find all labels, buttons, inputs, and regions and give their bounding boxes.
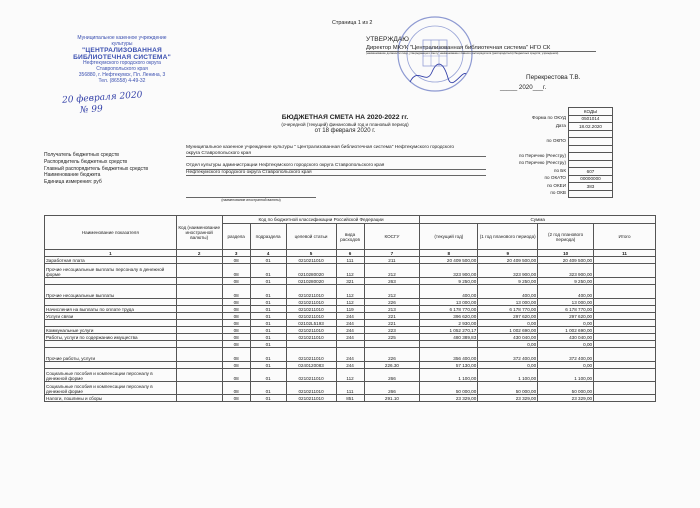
organization-stamp [52,36,192,84]
column-number: 8 [420,250,478,257]
table-row [45,341,656,348]
cell-y2: 297 620,00 [478,313,538,320]
cell-y2: 430 040,00 [478,334,538,341]
cell-razdel: 08 [222,341,250,348]
approval-position-caption: (наименование должности лица, утверждающего смету; наименование главного распорядителя (распорядителя) бюджетных средств; учреждения) [366,51,559,55]
cell-vr: 244 [336,313,364,320]
cell-y1: 400,00 [420,285,478,299]
cell-total [594,278,656,285]
cell-y2: 0,00 [478,341,538,348]
cell-kosgu: 221 [364,313,420,320]
cell-y2: 0,00 [478,362,538,369]
cell-name: Прочие работы, услуги [45,348,177,362]
code-label [486,129,566,137]
cell-podr: 01 [250,313,286,320]
code-value: 18.02.2020 [569,123,613,131]
cell-cs: 0210211010 [286,327,336,334]
cell-currency [176,320,222,327]
cell-vr: 244 [336,320,364,327]
cell-total [594,369,656,382]
column-number: 10 [538,250,594,257]
stamp-line: культуры [111,40,133,47]
cell-y2: 0,00 [478,320,538,327]
cell-vr: 851 [336,395,364,402]
stamp-line: Муниципальное казенное учреждение [77,35,167,41]
cell-razdel: 08 [222,334,250,341]
approval-position: Директор МКУК "Централизованная библиотечная система" НГО СК [366,45,596,52]
cell-name [45,278,177,285]
cell-name [45,320,177,327]
cell-y2: 1 100,00 [478,369,538,382]
currency-caption: (наименование иностранной валюты) [186,197,316,202]
code-value [569,138,613,146]
cell-y3: 0,00 [538,341,594,348]
col-year3-header: (2 год планового периода) [538,224,594,250]
code-label: Форма по ОКУД [531,115,566,120]
table-body [45,257,656,402]
stamp-org-name: "ЦЕНТРАЛИЗОВАННАЯ [82,47,162,55]
table-row [45,382,656,395]
code-value [569,190,613,198]
cell-podr: 01 [250,299,286,306]
cell-cs: 0210211010 [286,369,336,382]
cell-vr: 112 [336,299,364,306]
cell-y1: 57 130,00 [420,362,478,369]
cell-kosgu: 266 [364,369,420,382]
codes-table [568,107,613,198]
cell-currency [176,395,222,402]
cell-razdel: 08 [222,382,250,395]
cell-cs [286,341,336,348]
cell-y3: 430 040,00 [538,334,594,341]
cell-y2: 13 000,00 [478,299,538,306]
approval-date: _____ 2020___г. [500,84,547,91]
cell-y3: 6 178 770,00 [538,306,594,313]
cell-y1: 20 409 500,00 [420,257,478,264]
code-label: по ОКАТО [544,175,566,180]
cell-currency [176,285,222,299]
cell-razdel: 08 [222,362,250,369]
cell-y3: 400,00 [538,285,594,299]
codes-labels [486,114,566,197]
cell-name: Налоги, пошлины и сборы [45,395,177,402]
cell-y1: 13 000,00 [420,299,478,306]
cell-razdel: 08 [222,285,250,299]
cell-cs: 0210211010 [286,334,336,341]
cell-podr: 01 [250,285,286,299]
cell-total [594,320,656,327]
cell-vr [336,341,364,348]
cell-podr: 01 [250,306,286,313]
cell-vr: 112 [336,285,364,299]
cell-currency [176,264,222,278]
cell-currency [176,313,222,320]
cell-podr: 01 [250,320,286,327]
cell-vr: 111 [336,382,364,395]
info-values [186,145,486,176]
cell-name [45,362,177,369]
info-labels [44,152,148,186]
code-label: по ОКЕИ [547,182,566,188]
cell-currency [176,369,222,382]
cell-y3: 297 620,00 [538,313,594,320]
cell-vr: 244 [336,334,364,341]
col-cs-header: целевой статьи [286,224,336,250]
sum-group-header: Сумма [420,216,656,224]
code-value: 607 [569,168,613,176]
cell-vr: 244 [336,327,364,334]
code-label [486,144,566,152]
cell-vr: 321 [336,278,364,285]
document-title-block [240,114,450,134]
cell-kosgu: 221 [364,320,420,327]
cell-podr: 01 [250,382,286,395]
table-row [45,306,656,313]
code-value: 0501014 [569,115,613,123]
cell-total [594,313,656,320]
cell-y3: 50 000,00 [538,382,594,395]
column-number: 9 [478,250,538,257]
cell-y1: 9 250,00 [420,278,478,285]
cell-kosgu: 266 [364,382,420,395]
code-value [569,153,613,161]
cell-y3: 20 409 500,00 [538,257,594,264]
cell-name: Социальные пособия и компенсации персоналу в денежной форме [45,382,177,395]
budget-table [44,215,656,402]
cell-cs: 0210211010 [286,285,336,299]
cell-razdel: 08 [222,395,250,402]
code-label: по ОКПО [546,137,566,143]
col-vr-header: вида расходов [336,224,364,250]
cell-vr: 244 [336,362,364,369]
col-razdel-header: раздела [222,224,250,250]
cell-y2: 23 329,00 [478,395,538,402]
table-row [45,334,656,341]
recipient-name: округа Ставропольского края [186,151,486,158]
main-manager: Отдел культуры администрации Нефтекумского городского округа Ставропольского края [186,163,486,170]
signature-icon [408,62,468,88]
cell-razdel: 08 [222,306,250,313]
cell-y1 [420,341,478,348]
table-row [45,299,656,306]
cell-podr: 01 [250,395,286,402]
cell-kosgu: 291.10 [364,395,420,402]
cell-kosgu: 226 [364,299,420,306]
cell-razdel: 08 [222,264,250,278]
cell-y1: 50 000,00 [420,382,478,395]
cell-y2: 20 409 500,00 [478,257,538,264]
cell-name [45,299,177,306]
page-number: Страница 1 из 2 [332,20,373,26]
cell-currency [176,306,222,313]
cell-vr: 112 [336,264,364,278]
cell-razdel: 08 [222,327,250,334]
cell-y3: 372 400,00 [538,348,594,362]
cell-razdel: 08 [222,320,250,327]
budget-name: Нефтекумского городского округа Ставропольского края [186,170,486,177]
cell-kosgu: 226 [364,348,420,362]
cell-name: Заработная плата [45,257,177,264]
column-number: 11 [594,250,656,257]
code-value [569,160,613,168]
cell-kosgu: 263 [364,278,420,285]
handwritten-number: № 99 [79,104,104,116]
cell-y2: 1 002 690,00 [478,327,538,334]
code-label: по БК [553,167,566,173]
table-row [45,320,656,327]
cell-total [594,285,656,299]
cell-currency [176,382,222,395]
cell-name: Услуги связи [45,313,177,320]
cell-y1: 323 900,00 [420,264,478,278]
bk-group-header: Код по бюджетной классификации Российской Федерации [222,216,420,224]
cell-podr: 01 [250,334,286,341]
cell-name [45,341,177,348]
cell-y2: 323 900,00 [478,264,538,278]
table-row [45,395,656,402]
cell-name: Социальные пособия и компенсации персоналу в денежной форме [45,369,177,382]
cell-name: Работы, услуги по содержанию имущества [45,334,177,341]
code-label: Дата [555,122,566,128]
cell-y1: 1 052 270,17 [420,327,478,334]
cell-total [594,257,656,264]
cell-kosgu: 223 [364,327,420,334]
col-total-header: Итого [594,224,656,250]
cell-y1: 396 620,00 [420,313,478,320]
cell-razdel: 08 [222,348,250,362]
info-label: Главный распорядитель бюджетных средств [44,165,149,172]
cell-vr: 244 [336,348,364,362]
cell-vr: 112 [336,369,364,382]
cell-cs: 0210280020 [286,278,336,285]
cell-y3: 1 100,00 [538,369,594,382]
cell-podr: 01 [250,257,286,264]
cell-kosgu: 226.30 [364,362,420,369]
column-number: 2 [176,250,222,257]
cell-cs: 0210211010 [286,299,336,306]
stamp-line: Тел. (86558) 4-49-32 [98,77,146,84]
col-podrazdel-header: подраздела [250,224,286,250]
cell-kosgu: 225 [364,334,420,341]
stamp-line: 356880, г. Нефтекумск, Пл. Ленина, 3 [78,71,166,78]
approval-heading: УТВЕРЖДАЮ [366,36,409,43]
cell-currency [176,327,222,334]
column-number: 7 [364,250,420,257]
cell-podr: 01 [250,278,286,285]
table-row [45,369,656,382]
cell-razdel: 08 [222,257,250,264]
cell-total [594,341,656,348]
cell-podr: 01 [250,264,286,278]
cell-total [594,348,656,362]
cell-name: Прочие несоциальные выплаты персоналу в денежной форме [45,264,177,278]
col-kosgu-header: КОСГУ [364,224,420,250]
cell-name: Прочие несоциальные выплаты [45,285,177,299]
document-title: БЮДЖЕТНАЯ СМЕТА НА 2020-2022 гг. [281,114,409,121]
cell-total [594,395,656,402]
code-value: 00000000 [569,175,613,183]
col-year2-header: (1 год планового периода) [478,224,538,250]
table-row [45,313,656,320]
cell-y3: 1 002 690,00 [538,327,594,334]
cell-currency [176,348,222,362]
code-label: по Перечню (Реестру) [518,160,566,165]
cell-y3: 13 000,00 [538,299,594,306]
cell-total [594,306,656,313]
cell-podr: 01 [250,341,286,348]
cell-cs: 0210211010 [286,257,336,264]
cell-podr: 01 [250,362,286,369]
cell-cs: 0210211010 [286,348,336,362]
column-number: 5 [286,250,336,257]
code-value: 383 [569,183,613,191]
cell-name: Начисления на выплаты по оплате труда [45,306,177,313]
cell-y3: 0,00 [538,362,594,369]
cell-podr: 01 [250,327,286,334]
handwritten-date: 20 февраля 2020 [61,90,143,106]
table-row [45,278,656,285]
cell-y3: 0,00 [538,320,594,327]
cell-kosgu: 212 [364,264,420,278]
table-row [45,327,656,334]
column-number: 1 [45,250,177,257]
cell-y2: 9 250,00 [478,278,538,285]
cell-total [594,299,656,306]
cell-y2: 372 400,00 [478,348,538,362]
cell-cs: 0210211010 [286,382,336,395]
stamp-org-name: БИБЛИОТЕЧНАЯ СИСТЕМА" [73,54,171,62]
cell-kosgu: 212 [364,285,420,299]
cell-y1: 1 100,00 [420,369,478,382]
table-row [45,264,656,278]
cell-kosgu: 213 [364,306,420,313]
cell-vr: 119 [336,306,364,313]
col-name-header: Наименование показателя [45,216,177,250]
cell-razdel: 08 [222,313,250,320]
cell-razdel: 08 [222,278,250,285]
cell-y1: 356 400,00 [420,348,478,362]
cell-cs: 0210211010 [286,306,336,313]
cell-podr: 01 [250,369,286,382]
cell-podr: 01 [250,348,286,362]
codes-heading: КОДЫ [569,108,613,116]
cell-total [594,327,656,334]
cell-kosgu [364,341,420,348]
document-date: от 18 февраля 2020 г. [314,128,376,134]
cell-currency [176,278,222,285]
info-label: Единица измерения: руб [44,179,102,186]
stamp-line: Ставропольского края [96,66,148,73]
code-value [569,145,613,153]
table-row [45,285,656,299]
cell-y2: 50 000,00 [478,382,538,395]
cell-currency [176,341,222,348]
cell-cs: 02102L5193 [286,320,336,327]
cell-kosgu: 211 [364,257,420,264]
cell-y3: 323 900,00 [538,264,594,278]
column-number: 4 [250,250,286,257]
document-subtitle: (очередной (текущий) финансовый год и плановый период) [281,122,409,127]
cell-name: Коммунальные услуги [45,327,177,334]
info-label: Получатель бюджетных средств [44,152,119,158]
code-label: по Перечню (Реестру) [518,152,566,158]
cell-cs: 0210211010 [286,395,336,402]
recipient-name: Муниципальное казенное учреждение культуры " Централизованная библиотечная система" Нефтекумского городского [186,145,455,150]
cell-razdel: 08 [222,299,250,306]
cell-y3: 9 250,00 [538,278,594,285]
code-label: по ОКВ [550,190,566,195]
cell-y1: 23 329,00 [420,395,478,402]
cell-razdel: 08 [222,369,250,382]
cell-y1: 2 930,00 [420,320,478,327]
cell-currency [176,334,222,341]
cell-total [594,334,656,341]
col-currency-header: Код (наименование иностранной валюты) [176,216,222,250]
table-row [45,348,656,362]
cell-y2: 6 178 770,00 [478,306,538,313]
column-number: 3 [222,250,250,257]
code-value [569,130,613,138]
info-label: Распорядитель бюджетных средств [44,158,128,165]
table-row [45,257,656,264]
cell-y2: 400,00 [478,285,538,299]
cell-cs: 0240120083 [286,362,336,369]
column-numbers-row [45,250,656,257]
cell-total [594,382,656,395]
column-number: 6 [336,250,364,257]
col-year1-header: (текущий год) [420,224,478,250]
cell-cs: 0210280020 [286,264,336,278]
cell-cs: 0210211010 [286,313,336,320]
info-label: Наименование бюджета [44,172,101,179]
cell-currency [176,299,222,306]
cell-vr: 111 [336,257,364,264]
cell-y1: 480 389,83 [420,334,478,341]
approval-signer: Перекрестова Т.В. [526,74,581,81]
stamp-line: Нефтекумского городского округа [83,60,161,67]
cell-total [594,362,656,369]
cell-total [594,264,656,278]
cell-y3: 23 329,00 [538,395,594,402]
cell-currency [176,362,222,369]
cell-currency [176,257,222,264]
table-row [45,362,656,369]
cell-y1: 6 178 770,00 [420,306,478,313]
